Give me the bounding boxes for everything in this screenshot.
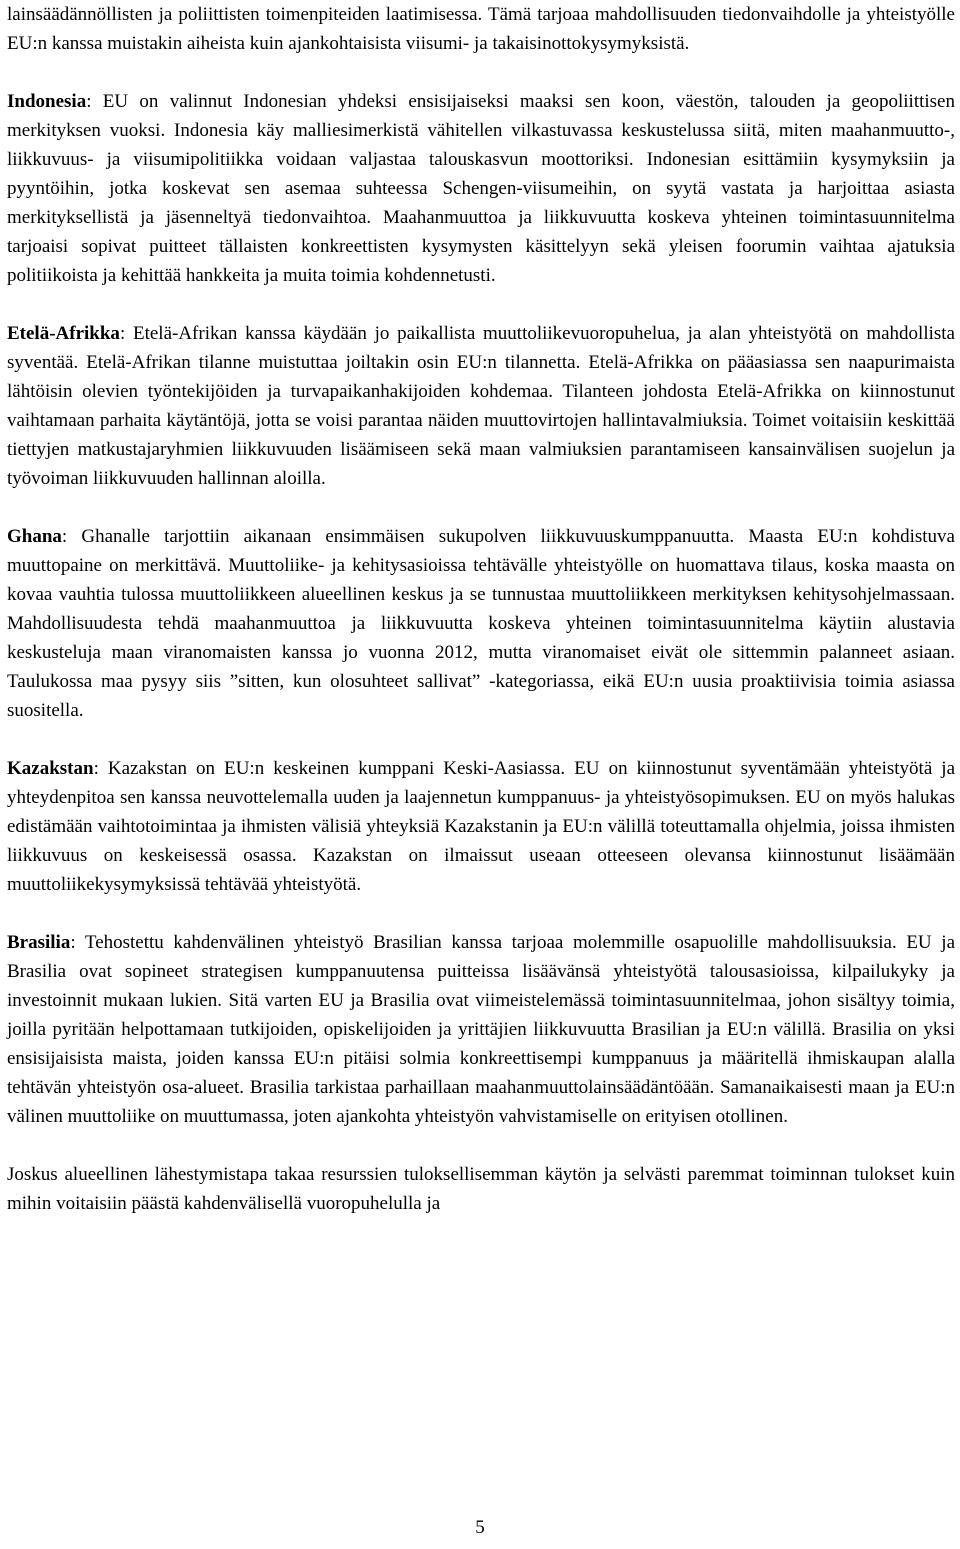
document-body <box>7 0 955 1218</box>
section-heading-etela-afrikka: Etelä-Afrikka <box>7 323 120 344</box>
section-indonesia <box>7 87 955 290</box>
paragraph-gap <box>7 58 955 87</box>
paragraph-gap <box>7 899 955 928</box>
section-text-indonesia: : EU on valinnut Indonesian yhdeksi ensisijaiseksi maaksi sen koon, väestön, talouden ja geopoliittisen merkityksen vuoksi. Indonesia käy malliesimerkistä vähitellen vilkastuvassa keskustelussa siitä, miten maahanmuutto-, liikkuvuus- ja viisumipolitiikka voidaan valjastaa talouskasvun moottoriksi. Indonesian esittämiin kysymyksiin ja pyyntöihin, jotka koskevat sen asemaa suhteessa Schengen-viisumeihin, on syytä vastata ja harjoittaa asiasta merkityksellistä ja jäsenneltyä tiedonvaihtoa. Maahanmuuttoa ja liikkuvuutta koskeva yhteinen toimintasuunnitelma tarjoaisi sopivat puitteet tällaisten konkreettisten kysymysten käsittelyyn sekä yleisen foorumin vaihtaa ajatuksia politiikoista ja kehittää hankkeita ja muita toimia kohdennetusti. <box>7 91 955 286</box>
section-heading-brasilia: Brasilia <box>7 932 71 953</box>
section-etela-afrikka <box>7 319 955 493</box>
page-number: 5 <box>475 1517 485 1538</box>
section-text-ghana: : Ghanalle tarjottiin aikanaan ensimmäisen sukupolven liikkuvuuskumppanuutta. Maasta EU:n kohdistuva muuttopaine on merkittävä. Muuttoliike- ja kehitysasioissa tehtävälle yhteistyölle on huomattava tilaus, koska maasta on kovaa vauhtia tulossa muuttoliikkeen alueellinen keskus ja se tunnustaa muuttoliikkeen merkityksen kehitysohjelmassaan. Mahdollisuudesta tehdä maahanmuuttoa ja liikkuvuutta koskeva yhteinen toimintasuunnitelma käytiin alustavia keskusteluja maan viranomaisten kanssa jo vuonna 2012, mutta viranomaiset eivät ole sittemmin palanneet asiaan. Taulukossa maa pysyy siis ”sitten, kun olosuhteet sallivat” -kategoriassa, eikä EU:n uusia proaktiivisia toimia asiassa suositella. <box>7 526 955 721</box>
section-heading-indonesia: Indonesia <box>7 91 87 112</box>
section-text-brasilia: : Tehostettu kahdenvälinen yhteistyö Brasilian kanssa tarjoaa molemmille osapuolille mahdollisuuksia. EU ja Brasilia ovat sopineet strategisen kumppanuutensa puitteissa lisäävänsä yhteistyötä talousasioissa, kilpailukyky ja investoinnit mukaan lukien. Sitä varten EU ja Brasilia ovat viimeistelemässä toimintasuunnitelmaa, johon sisältyy toimia, joilla pyritään helpottamaan tutkijoiden, opiskelijoiden ja yrittäjien liikkuvuutta Brasilian ja EU:n välillä. Brasilia on yksi ensisijaisista maista, joiden kanssa EU:n pitäisi solmia konkreettisempi kumppanuus ja määritellä ihmiskaupan alalla tehtävän yhteistyön osa-alueet. Brasilia tarkistaa parhaillaan maahanmuuttolainsäädäntöään. Samanaikaisesti maan ja EU:n välinen muuttoliike on muuttumassa, joten ajankohta yhteistyön vahvistamiselle on erityisen otollinen. <box>7 932 955 1127</box>
intro-paragraph: lainsäädännöllisten ja poliittisten toimenpiteiden laatimisessa. Tämä tarjoaa mahdollisuuden tiedonvaihdolle ja yhteistyölle EU:n kanssa muistakin aiheista kuin ajankohtaisista viisumi- ja takaisinottokysymyksistä. <box>7 4 955 54</box>
paragraph-gap <box>7 290 955 319</box>
paragraph-gap <box>7 1131 955 1160</box>
section-kazakstan <box>7 754 955 899</box>
paragraph-gap <box>7 493 955 522</box>
closing-paragraph: Joskus alueellinen lähestymistapa takaa resurssien tuloksellisemman käytön ja selvästi paremmat toiminnan tulokset kuin mihin voitaisiin päästä kahdenvälisellä vuoropuhelulla ja <box>7 1164 955 1214</box>
section-text-kazakstan: : Kazakstan on EU:n keskeinen kumppani Keski-Aasiassa. EU on kiinnostunut syventämään yhteistyötä ja yhteydenpitoa sen kanssa neuvottelemalla uuden ja laajennetun kumppanuus- ja yhteistyösopimuksen. EU on myös halukas edistämään vaihtotoimintaa ja ihmisten välisiä yhteyksiä Kazakstanin ja EU:n välillä toteuttamalla ohjelmia, joissa ihmisten liikkuvuus on keskeisessä osassa. Kazakstan on ilmaissut useaan otteeseen olevansa kiinnostunut lisäämään muuttoliikekysymyksissä tehtävää yhteistyötä. <box>7 758 955 895</box>
section-text-etela-afrikka: : Etelä-Afrikan kanssa käydään jo paikallista muuttoliikevuoropuhelua, ja alan yhteistyötä on mahdollista syventää. Etelä-Afrikan tilanne muistuttaa joiltakin osin EU:n tilannetta. Etelä-Afrikka on pääasiassa sen naapurimaista lähtöisin olevien työntekijöiden ja turvapaikanhakijoiden kohdemaa. Tilanteen johdosta Etelä-Afrikka on kiinnostunut vaihtamaan parhaita käytäntöjä, jotta se voisi parantaa näiden muuttovirtojen hallintavalmiuksia. Toimet voitaisiin keskittää tiettyjen matkustajaryhmien liikkuvuuden lisäämiseen sekä maan valmiuksien parantamiseen kansainvälisen suojelun ja työvoiman liikkuvuuden hallinnan aloilla. <box>7 323 955 489</box>
paragraph-gap <box>7 725 955 754</box>
section-brasilia <box>7 928 955 1131</box>
section-ghana <box>7 522 955 725</box>
section-heading-ghana: Ghana <box>7 526 62 547</box>
section-heading-kazakstan: Kazakstan <box>7 758 94 779</box>
